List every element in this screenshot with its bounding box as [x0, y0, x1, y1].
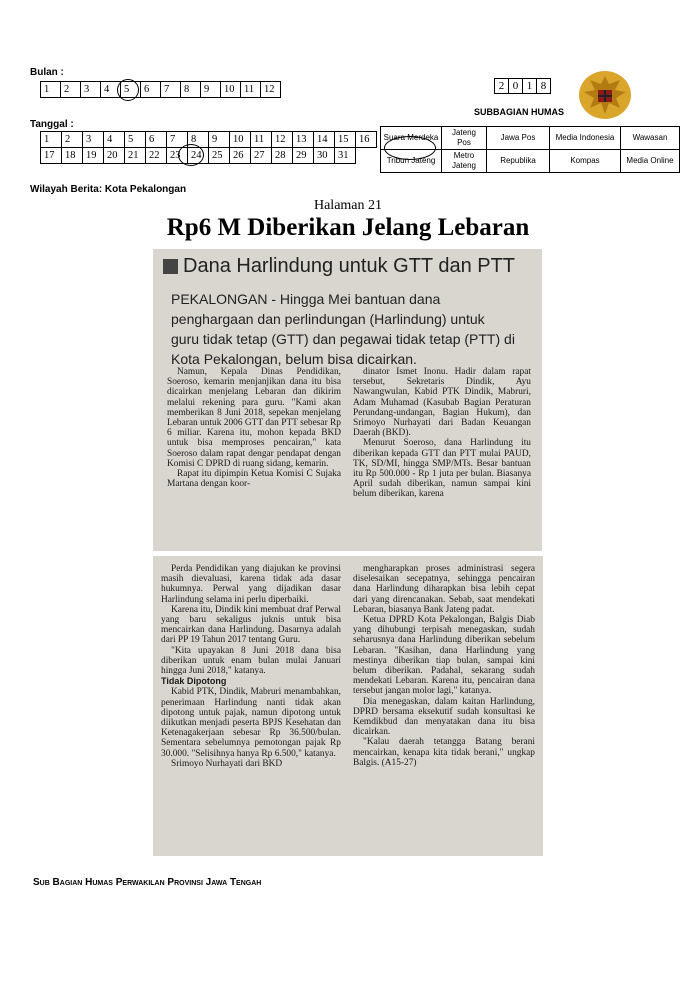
footer: Sub Bagian Humas Perwakilan Provinsi Jawa Tengah	[33, 877, 262, 888]
day-cell: 19	[83, 148, 104, 164]
clip-column-2	[353, 367, 531, 500]
day-cell: 24	[188, 148, 209, 164]
article-paragraph: Menurut Soeroso, dana Harlindung itu diberikan kepada GTT dan PTT mulai PAUD, TK, SD/MI, hingga SMP/MTs. Besar bantuan itu Rp 500.000 - Rp 1 juta per bulan. Biasanya April sudah diberikan, namun sampai kini belum diberikan, karena	[353, 438, 531, 500]
day-cell: 27	[251, 148, 272, 164]
day-cell: 30	[314, 148, 335, 164]
article-paragraph: "Kalau daerah tetangga Batang berani mencairkan, kenapa kita tidak berani," ungkap Balgis. (A15-27)	[353, 737, 535, 768]
day-cell: 7	[167, 132, 188, 148]
clip-title: Dana Harlindung untuk GTT dan PTT	[183, 255, 516, 277]
clip-column-1	[167, 367, 341, 489]
media-cell: Suara Merdeka	[381, 127, 442, 150]
month-grid	[40, 81, 281, 98]
wilayah-berita: Wilayah Berita: Kota Pekalongan	[30, 184, 187, 195]
newspaper-clip-top	[153, 249, 542, 551]
day-cell: 13	[293, 132, 314, 148]
media-cell: Tribun Jateng	[381, 150, 442, 173]
article-paragraph: Perda Pendidikan yang diajukan ke provinsi masih dievaluasi, karena tidak ada dasar hukumnya. Perwal yang dijadikan dasar Harlindung selama ini perlu diperbaiki.	[161, 564, 341, 605]
article-paragraph: mengharapkan proses administrasi segera diselesaikan secepatnya, sehingga pencairan dana Harlindung diharapkan bisa lebih cepat dari yang direncanakan. Sebab, saat mendekati Lebaran, biasanya Bank Jateng padat.	[353, 564, 535, 615]
day-cell: 8	[188, 132, 209, 148]
garuda-emblem-icon	[578, 70, 632, 120]
month-selection-circle	[117, 79, 139, 101]
media-selection-circle	[384, 136, 436, 160]
day-cell: 17	[41, 148, 62, 164]
day-cell: 1	[41, 132, 62, 148]
media-cell: Wawasan	[621, 127, 680, 150]
clip-lead: PEKALONGAN - Hingga Mei bantuan dana penghargaan dan perlindungan (Harlindung) untuk guru tidak tetap (GTT) dan pegawai tidak tetap (PTT) di Kota Pekalongan, belum bisa dicairkan.	[171, 291, 515, 367]
month-cell: 4	[101, 82, 121, 98]
day-cell: 31	[335, 148, 356, 164]
day-cell: 25	[209, 148, 230, 164]
day-cell: 26	[230, 148, 251, 164]
article-paragraph: Srimoyo Nurhayati dari BKD	[171, 758, 283, 769]
day-cell: 15	[335, 132, 356, 148]
day-cell: 12	[272, 132, 293, 148]
day-cell: 5	[125, 132, 146, 148]
article-paragraph: Ketua DPRD Kota Pekalongan, Balgis Diab yang dihubungi terpisah menegaskan, sudah seharusnya dana Harlindung diberikan sebelum Lebaran. "Kasihan, dana Harlindung yang mestinya diberikan tiap bulan, sampai kini belum diberikan. Padahal, sekarang sudah mendekati Lebaran. Karena itu, pencairan dana tersebut jangan molor lagi," katanya.	[353, 615, 535, 697]
subhead: Tidak Dipotong	[161, 676, 227, 687]
day-cell: 10	[230, 132, 251, 148]
day-cell: 14	[314, 132, 335, 148]
media-cell: Republika	[487, 150, 550, 173]
day-cell: 16	[356, 132, 377, 148]
media-cell: Media Online	[621, 150, 680, 173]
article-paragraph: dinator Ismet Inonu. Hadir dalam rapat tersebut, Sekretaris Dindik, Ayu Nawangwulan, Kabid PTK Dindik, Mabruri, Adam Muhamad (Kasubab Bagian Peraturan Perundang-undangan, Bagian Hukum), dan Srimoyo Nurhayati dari Badan Keuangan Daerah (BKD).	[353, 367, 531, 439]
article-paragraph: Karena itu, Dindik kini membuat draf Perwal yang baru sekaligus juknis untuk bisa mencairkan dana Harlindung. Dasarnya adalah dari PP 19 Tahun 2017 tentang Guru.	[161, 604, 342, 646]
day-cell: 21	[125, 148, 146, 164]
article-paragraph: "Kita upayakan 8 Juni 2018 dana bisa diberikan untuk enam bulan mulai Januari hingga Juni 2018," katanya.	[161, 645, 341, 677]
day-cell: 4	[104, 132, 125, 148]
newspaper-clip-bottom	[153, 556, 543, 856]
month-cell: 6	[141, 82, 161, 98]
day-cell: 18	[62, 148, 83, 164]
year-digit: 2	[495, 79, 509, 94]
month-cell: 12	[261, 82, 281, 98]
media-cell: Jawa Pos	[487, 127, 550, 150]
month-cell: 2	[61, 82, 81, 98]
month-cell: 1	[41, 82, 61, 98]
tanggal-label: Tanggal :	[30, 119, 74, 130]
day-cell: 11	[251, 132, 272, 148]
media-cell: Media Indonesia	[550, 127, 621, 150]
month-cell: 8	[181, 82, 201, 98]
day-cell: 22	[146, 148, 167, 164]
day-cell: 9	[209, 132, 230, 148]
media-cell: Metro Jateng	[442, 150, 487, 173]
article-paragraph: Rapat itu dipimpin Ketua Komisi C Sujaka Martana dengan koor-	[167, 469, 341, 490]
day-cell: 23	[167, 148, 188, 164]
day-cell: 2	[62, 132, 83, 148]
clip-column-3	[161, 564, 341, 769]
page-number: Halaman 21	[313, 198, 383, 213]
article-paragraph: Namun, Kepala Dinas Pendidikan, Soeroso, kemarin menjanjikan dana itu bisa dicairkan menjelang Lebaran dan dikirim melalui rekening para guru. "Kami akan memberikan 8 Juni 2018, sepekan menjelang Lebaran untuk 2006 GTT dan PTT sebesar Rp 6 miliar. Karena itu, mohon kepada BKD untuk bisa memproses pencairan," kata Soeroso dalam rapat dengar pendapat dengan Komisi C DPRD di ruang sidang, kemarin.	[167, 367, 341, 469]
article-paragraph: Dia menegaskan, dalam kaitan Harlindung, DPRD bersama eksekutif sudah konsultasi ke Kemdikbud dan menyatakan dana itu bisa dicairkan.	[353, 696, 535, 738]
year-box	[494, 78, 551, 94]
day-cell: 29	[293, 148, 314, 164]
clip-column-4	[353, 564, 535, 768]
day-selection-circle	[178, 144, 204, 166]
media-cell: Jateng Pos	[442, 127, 487, 150]
month-cell: 9	[201, 82, 221, 98]
day-cell: 20	[104, 148, 125, 164]
article-paragraph: Kabid PTK, Dindik, Mabruri menambahkan, penerimaan Harlindung nanti tidak akan dipotong untuk pajak, namun dipotong untuk diikutkan menjadi peserta BPJS Kesehatan dan Ketenagakerjaan sebesar Rp 36.500/bulan. Sementara sebelumnya pemotongan pajak Rp 30.000. "Selisihnya hanya Rp 6.500," katanya.	[161, 687, 341, 759]
month-cell: 3	[81, 82, 101, 98]
month-cell: 5	[121, 82, 141, 98]
media-cell: Kompas	[550, 150, 621, 173]
month-cell: 10	[221, 82, 241, 98]
headline: Rp6 M Diberikan Jelang Lebaran	[166, 214, 530, 241]
month-cell: 7	[161, 82, 181, 98]
day-cell: 28	[272, 148, 293, 164]
year-digit: 1	[523, 79, 537, 94]
day-cell: 6	[146, 132, 167, 148]
bulan-label: Bulan :	[30, 67, 64, 78]
clip-title-box	[163, 259, 178, 274]
day-cell: 3	[83, 132, 104, 148]
month-cell: 11	[241, 82, 261, 98]
year-digit: 8	[537, 79, 551, 94]
year-digit: 0	[509, 79, 523, 94]
office-name: SUBBAGIAN HUMAS	[474, 107, 564, 117]
day-grid	[40, 131, 377, 164]
